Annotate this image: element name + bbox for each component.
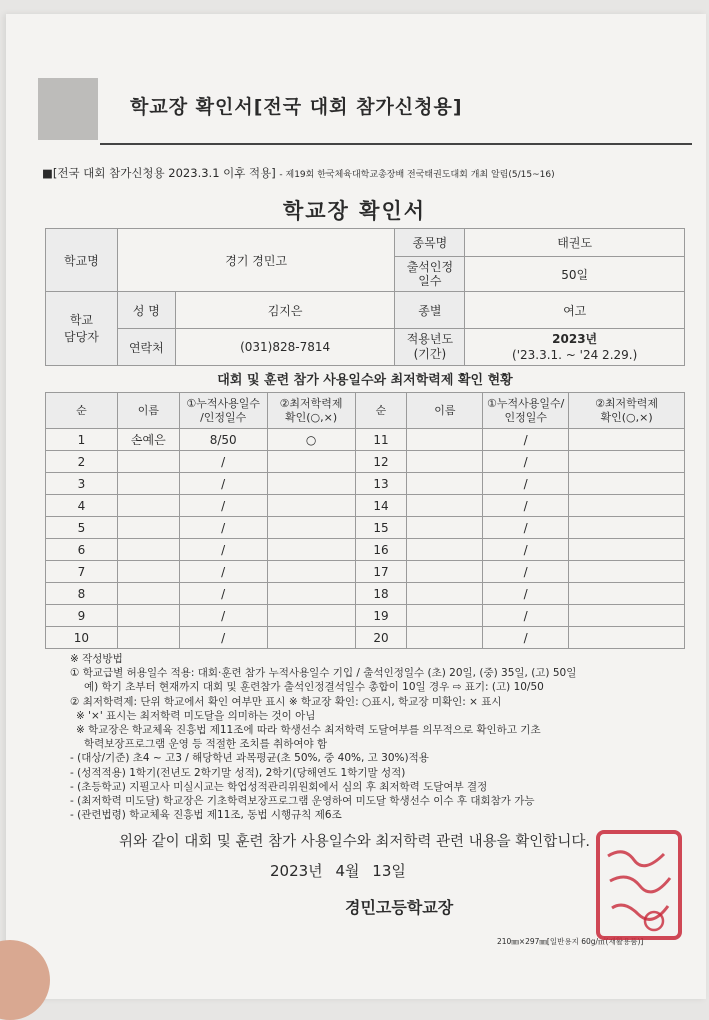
- row-min: [569, 473, 685, 495]
- row-name: [117, 495, 179, 517]
- table-row: [46, 583, 685, 605]
- row-no: 13: [355, 473, 407, 495]
- section-title: 대회 및 훈련 참가 사용일수와 최저학력제 확인 현황: [217, 373, 513, 388]
- header-grey-block: [38, 78, 98, 140]
- instruction-line: ② 최저학력제: 단위 학교에서 확인 여부만 표시 ※ 학교장 확인: ○표시, 학교장 미확인: × 표시: [70, 695, 502, 708]
- type-label: 종별: [395, 292, 465, 329]
- attend-label-2: 일수: [418, 274, 442, 288]
- row-name: [407, 539, 483, 561]
- row-no: 15: [355, 517, 407, 539]
- manager-label-2: 담당자: [64, 329, 99, 344]
- row-days: /: [483, 561, 569, 583]
- row-min: [267, 583, 355, 605]
- col-no-right: 순: [355, 393, 407, 429]
- paper-size-note: 210㎜×297㎜[일반용지 60g/㎡(재활용품)]: [497, 937, 644, 946]
- row-no: 12: [355, 451, 407, 473]
- school-info-table: [45, 228, 685, 366]
- subtitle-main: ■[전국 대회 참가신청용 2023.3.1 이후 적용]: [42, 166, 276, 180]
- col-days-right-1: ①누적사용일수/: [487, 396, 565, 410]
- row-no: 19: [355, 605, 407, 627]
- attend-label: [395, 257, 465, 292]
- row-min: ○: [267, 429, 355, 451]
- row-name: [407, 429, 483, 451]
- event-label: 종목명: [395, 229, 465, 257]
- row-min: [569, 539, 685, 561]
- table-row: [46, 561, 685, 583]
- row-days: /: [179, 517, 267, 539]
- row-min: [569, 605, 685, 627]
- row-no: 6: [46, 539, 118, 561]
- row-name: [407, 605, 483, 627]
- row-no: 10: [46, 627, 118, 649]
- row-no: 3: [46, 473, 118, 495]
- year-period: ('23.3.1. ~ '24 2.29.): [512, 348, 638, 362]
- row-days: /: [483, 605, 569, 627]
- contact-value: (031)828-7814: [175, 329, 395, 366]
- col-name: 이름: [117, 393, 179, 429]
- row-days: /: [483, 473, 569, 495]
- row-name: [117, 583, 179, 605]
- row-no: 5: [46, 517, 118, 539]
- row-min: [267, 627, 355, 649]
- row-days: /: [179, 627, 267, 649]
- col-min-1: ②최저학력제: [279, 396, 343, 410]
- row-min: [267, 473, 355, 495]
- row-name: [407, 517, 483, 539]
- row-min: [267, 451, 355, 473]
- row-name: [117, 605, 179, 627]
- row-no: 16: [355, 539, 407, 561]
- attend-label-1: 출석인정: [406, 260, 454, 274]
- row-no: 2: [46, 451, 118, 473]
- row-days: /: [483, 429, 569, 451]
- instruction-line: ※ '×' 표시는 최저학력 미도달을 의미하는 것이 아님: [76, 709, 316, 722]
- principal-name: 경민고등학교장: [345, 898, 454, 917]
- row-no: 8: [46, 583, 118, 605]
- row-no: 1: [46, 429, 118, 451]
- row-name: [407, 495, 483, 517]
- table-row: [46, 451, 685, 473]
- table-row: [46, 605, 685, 627]
- col-days-right: [483, 393, 569, 429]
- row-no: 4: [46, 495, 118, 517]
- col-min-right: [569, 393, 685, 429]
- row-name: [117, 517, 179, 539]
- row-min: [267, 605, 355, 627]
- year-label-1: 적용년도: [406, 332, 454, 346]
- year-label: [395, 329, 465, 366]
- col-min-right-1: ②최저학력제: [595, 396, 659, 410]
- instruction-line: - (성적적용) 1학기(전년도 2학기말 성적), 2학기(당해연도 1학기말 성적): [70, 766, 406, 779]
- year-value-cell: [465, 329, 685, 366]
- table-row: [46, 539, 685, 561]
- table-row: [46, 627, 685, 649]
- instruction-line: - (최저학력 미도달) 학교장은 기초학력보장프로그램 운영하여 미도달 학생선수 이수 후 대회참가 가능: [70, 795, 535, 808]
- col-days-right-2: 인정일수: [504, 410, 547, 424]
- row-days: /: [179, 473, 267, 495]
- row-name: [407, 451, 483, 473]
- form-subtitle: [42, 165, 555, 181]
- row-min: [569, 517, 685, 539]
- instruction-line: - (대상/기준) 초4 ~ 고3 / 해당학년 과목평균(초 50%, 중 40%, 고 30%)적용: [70, 752, 429, 765]
- name-value: 김지은: [175, 292, 395, 329]
- instruction-line: - (관련법령) 학교체육 진흥법 제11조, 동법 시행규칙 제6조: [70, 809, 342, 822]
- date-day: 13일: [372, 862, 406, 880]
- official-seal-stamp: [594, 826, 686, 944]
- row-no: 18: [355, 583, 407, 605]
- manager-label: [46, 292, 118, 366]
- table-row: [46, 517, 685, 539]
- col-days: [179, 393, 267, 429]
- col-min: [267, 393, 355, 429]
- row-days: /: [179, 539, 267, 561]
- row-name: 손예은: [117, 429, 179, 451]
- row-days: /: [179, 561, 267, 583]
- row-no: 11: [355, 429, 407, 451]
- row-days: /: [483, 495, 569, 517]
- issue-date: [270, 860, 406, 881]
- table-row: [46, 429, 685, 451]
- col-name-right: 이름: [407, 393, 483, 429]
- row-days: /: [179, 495, 267, 517]
- subtitle-note: - 제19회 한국체육대학교총장배 전국태권도대회 개최 알림(5/15~16): [279, 170, 555, 180]
- row-days: /: [179, 451, 267, 473]
- row-min: [267, 517, 355, 539]
- row-name: [117, 539, 179, 561]
- instruction-line: 예) 학기 초부터 현재까지 대회 및 훈련참가 출석인정결석일수 총합이 10일 경우 ⇨ 표기: (고) 10/50: [84, 681, 544, 694]
- row-days: 8/50: [179, 429, 267, 451]
- row-name: [407, 473, 483, 495]
- row-days: /: [483, 539, 569, 561]
- row-days: /: [483, 517, 569, 539]
- row-days: /: [483, 451, 569, 473]
- row-name: [117, 561, 179, 583]
- instruction-line: ※ 작성방법: [70, 653, 123, 665]
- row-min: [569, 451, 685, 473]
- contact-label: 연락처: [117, 329, 175, 366]
- row-min: [569, 429, 685, 451]
- school-label: 학교명: [46, 229, 118, 292]
- attend-value: 50일: [465, 257, 685, 292]
- year-label-2: (기간): [413, 347, 447, 361]
- row-min: [569, 561, 685, 583]
- athlete-table: [45, 392, 685, 649]
- row-no: 7: [46, 561, 118, 583]
- row-min: [267, 495, 355, 517]
- row-name: [117, 473, 179, 495]
- instruction-line: - (초등학교) 지필고사 미실시교는 학업성적관리위원회에서 심의 후 최저학력 도달여부 결정: [70, 780, 488, 793]
- writing-instructions: [70, 652, 690, 822]
- row-min: [569, 627, 685, 649]
- table-row: [46, 495, 685, 517]
- row-name: [117, 627, 179, 649]
- row-no: 9: [46, 605, 118, 627]
- document-title: 학교장 확인서: [282, 199, 427, 223]
- event-value: 태권도: [465, 229, 685, 257]
- col-days-1: ①누적사용일수: [186, 396, 260, 410]
- row-name: [407, 627, 483, 649]
- row-days: /: [483, 627, 569, 649]
- instruction-line: ① 학교급별 허용일수 적용: 대회·훈련 참가 누적사용일수 기입 / 출석인정일수 (초) 20일, (중) 35일, (고) 50일: [70, 667, 577, 680]
- row-name: [407, 583, 483, 605]
- col-min-2: 확인(○,×): [284, 410, 338, 424]
- row-name: [407, 561, 483, 583]
- date-year: 2023년: [270, 862, 323, 880]
- manager-label-1: 학교: [69, 312, 94, 327]
- title-underline: [100, 143, 692, 145]
- row-days: /: [179, 583, 267, 605]
- row-min: [267, 561, 355, 583]
- col-days-2: /인정일수: [200, 410, 247, 424]
- form-title: 학교장 확인서[전국 대회 참가신청용]: [130, 96, 463, 118]
- type-value: 여고: [465, 292, 685, 329]
- instruction-line: 학력보장프로그램 운영 등 적절한 조치를 취하여야 함: [84, 738, 328, 751]
- row-no: 17: [355, 561, 407, 583]
- row-min: [267, 539, 355, 561]
- year-value: 2023년: [552, 332, 598, 346]
- instruction-line: ※ 학교장은 학교체육 진흥법 제11조에 따라 학생선수 최저학력 도달여부를 의무적으로 확인하고 기초: [76, 724, 541, 737]
- confirmation-statement: 위와 같이 대회 및 훈련 참가 사용일수와 최저학력 관련 내용을 확인합니다.: [119, 834, 590, 850]
- col-no: 순: [46, 393, 118, 429]
- row-min: [569, 583, 685, 605]
- row-min: [569, 495, 685, 517]
- table-row: [46, 473, 685, 495]
- school-value: 경기 경민고: [117, 229, 395, 292]
- name-label: 성 명: [117, 292, 175, 329]
- row-no: 20: [355, 627, 407, 649]
- col-min-right-2: 확인(○,×): [600, 410, 653, 424]
- row-days: /: [483, 583, 569, 605]
- row-no: 14: [355, 495, 407, 517]
- row-name: [117, 451, 179, 473]
- date-month: 4월: [335, 862, 360, 880]
- row-days: /: [179, 605, 267, 627]
